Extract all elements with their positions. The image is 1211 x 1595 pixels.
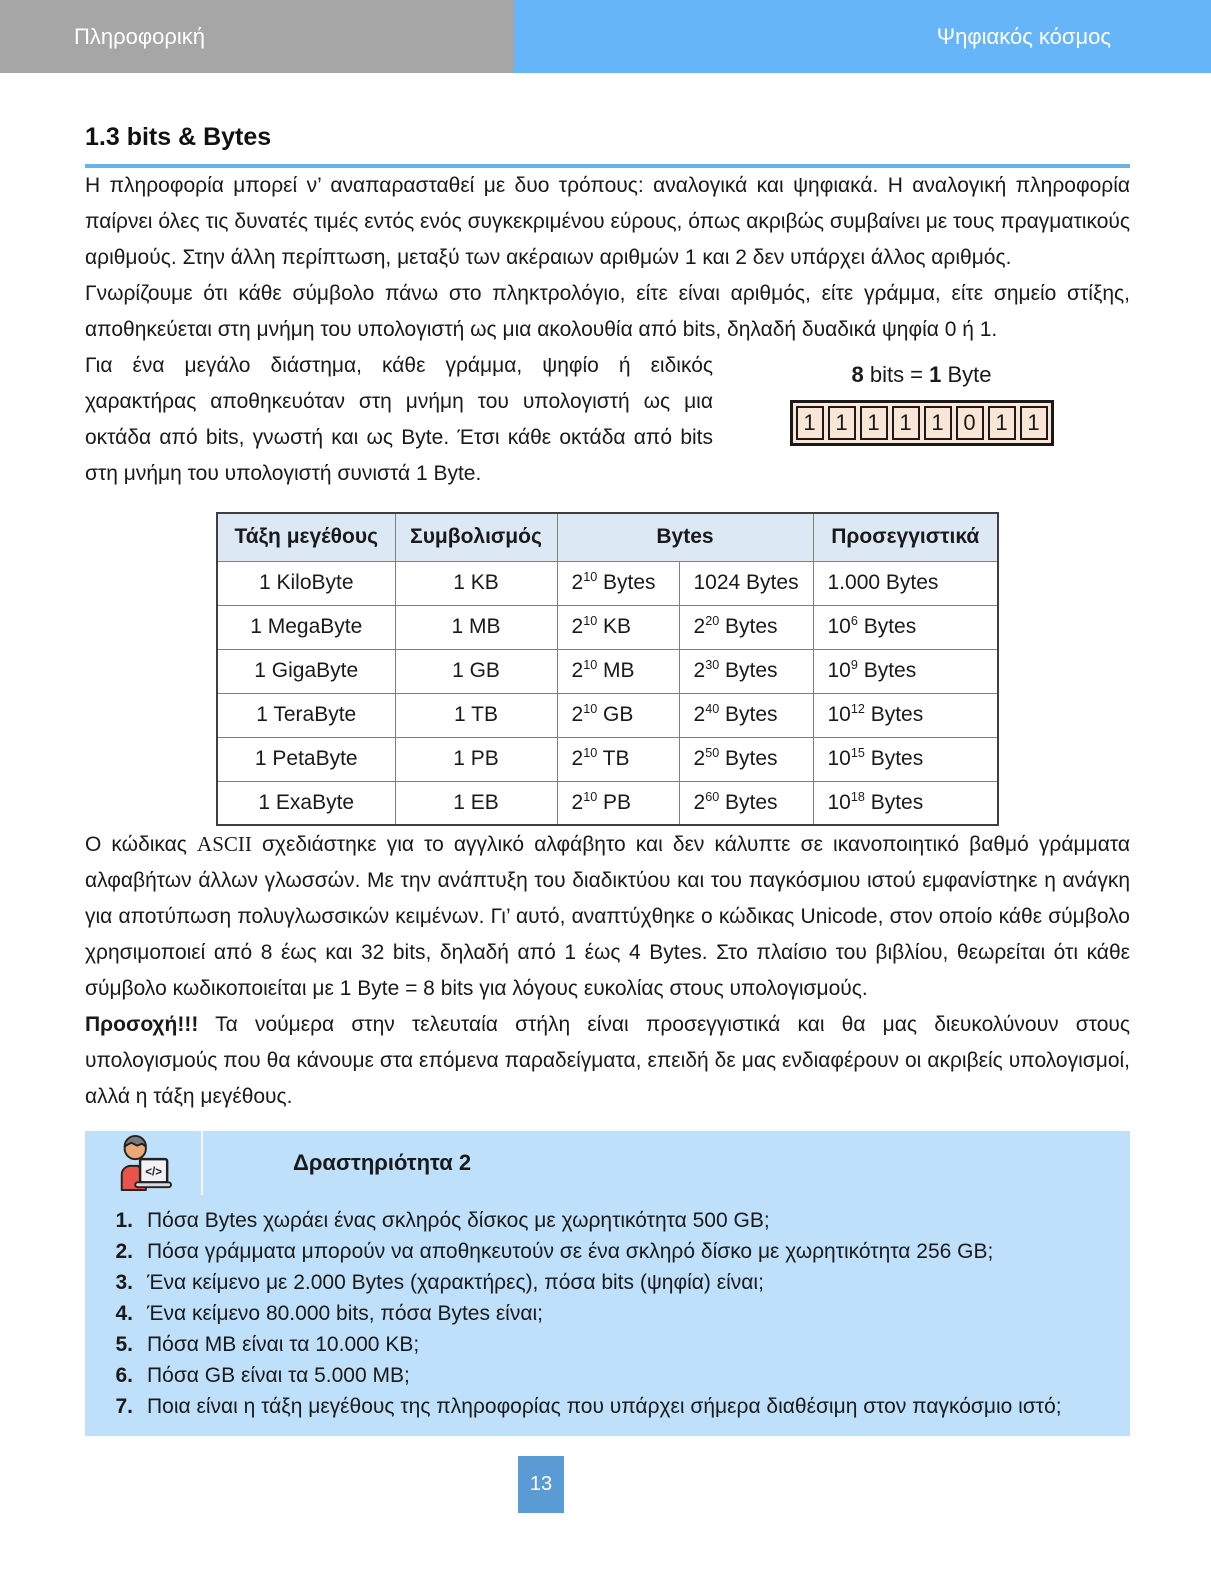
table-header-row <box>217 513 998 561</box>
cell-power: $2^{10}$ KB <box>557 605 679 649</box>
cell-power: $2^{10}$ Bytes <box>557 561 679 605</box>
activity-item <box>85 1236 1130 1267</box>
item-text: Ένα κείμενο με 2.000 Bytes (χαρακτήρες), πόσα bits (ψηφία) είναι; <box>147 1271 764 1294</box>
cell-name: 1 ExaByte <box>217 781 395 825</box>
item-number: 5. <box>115 1333 133 1356</box>
table-row <box>217 605 998 649</box>
activity-item <box>85 1329 1130 1360</box>
paragraph-ascii-unicode <box>85 826 1130 1007</box>
table-row <box>217 561 998 605</box>
cell-name: 1 TeraByte <box>217 693 395 737</box>
activity-item <box>85 1267 1130 1298</box>
bit-cell: 1 <box>892 406 920 440</box>
item-text: Πόσα ΜΒ είναι τα 10.000 ΚΒ; <box>147 1333 420 1356</box>
item-text: Πόσα Bytes χωράει ένας σκληρός δίσκος με χωρητικότητα 500 GB; <box>147 1209 770 1232</box>
cell-approx: $10^{18}$ Bytes <box>813 781 998 825</box>
byte-caption-8: 8 <box>851 362 864 387</box>
col-header-magnitude: Τάξη μεγέθους <box>217 513 395 561</box>
byte-caption-byte: Byte <box>941 362 992 387</box>
byte-caption-1: 1 <box>929 362 942 387</box>
bit-cell: 1 <box>1020 406 1048 440</box>
col-header-approx: Προσεγγιστικά <box>813 513 998 561</box>
activity-header <box>85 1131 1130 1195</box>
ascii-rest: σχεδιάστηκε για το αγγλικό αλφάβητο και δεν κάλυπτε σε ικανοποιητικό βαθμό γράμματα αλφαβήτων άλλων γλωσσών. Με την ανάπτυξη του διαδικτύου και του παγκόσμιου ιστού εμφανίστηκε η ανάγκη για αποτύπωση πολυγλωσσικών κειμένων. Γι’ αυτό, αναπτύχθηκε ο κώδικας Unicode, στον οποίο κάθε σύμβολο χρησιμοποιεί από 8 έως και 32 bits, δηλαδή από 1 έως 4 Bytes. Στο πλαίσιο του βιβλίου, θεωρείται ότι κάθε σύμβολο κωδικοποιείται με 1 Byte = 8 bits για λόγους ευκολίας στους υπολογισμούς. <box>85 833 1130 1000</box>
byte-caption-bits: bits = <box>863 362 930 387</box>
cell-power: $2^{50}$ Bytes <box>679 737 813 781</box>
item-number: 4. <box>115 1302 133 1325</box>
item-number: 7. <box>115 1395 133 1418</box>
byte-diagram <box>713 348 1130 492</box>
cell-power: $2^{10}$ TB <box>557 737 679 781</box>
header-bar-left <box>0 0 514 73</box>
col-header-symbol: Συμβολισμός <box>395 513 557 561</box>
cell-name: 1 MegaByte <box>217 605 395 649</box>
activity-item <box>85 1391 1130 1422</box>
page-title: 1.3 bits & Bytes <box>85 123 1130 168</box>
cell-symbol: 1 GB <box>395 649 557 693</box>
cell-power: 1024 Bytes <box>679 561 813 605</box>
cell-symbol: 1 PB <box>395 737 557 781</box>
activity-item <box>85 1360 1130 1391</box>
item-number: 2. <box>115 1240 133 1263</box>
page-number-badge: 13 <box>518 1456 564 1513</box>
attention-rest: Τα νούμερα στην τελευταία στήλη είναι προσεγγιστικά και θα μας διευκολύνουν στους υπολογισμούς που θα κάνουμε στα επόμενα παραδείγματα, επειδή δε μας ενδιαφέρουν οι ακριβείς υπολογισμοί, αλλά η τάξη μεγέθους. <box>85 1013 1130 1108</box>
paragraph-analog-digital: Η πληροφορία μπορεί ν’ αναπαρασταθεί με δυο τρόπους: αναλογικά και ψηφιακά. Η αναλογική πληροφορία παίρνει όλες τις δυνατές τιμές εντός ενός συγκεκριμένου εύρους, όπως ακριβώς συμβαίνει με τους πραγματικούς αριθμούς. Στην άλλη περίπτωση, μεταξύ των ακέραιων αριθμών 1 και 2 δεν υπάρχει άλλος αριθμός. <box>85 174 1130 269</box>
attention-lead: Προσοχή!!! <box>85 1013 199 1036</box>
bit-cell: 1 <box>924 406 952 440</box>
cell-power: $2^{60}$ Bytes <box>679 781 813 825</box>
cell-approx: 1.000 Bytes <box>813 561 998 605</box>
paragraph-keyboard-bits: Γνωρίζουμε ότι κάθε σύμβολο πάνω στο πληκτρολόγιο, είτε είναι αριθμός, είτε γράμμα, είτε σημείο στίξης, αποθηκεύεται στη μνήμη του υπολογιστή ως μια ακολουθία από bits, δηλαδή δυαδικά ψηφία 0 ή 1. <box>85 282 1130 341</box>
activity-box <box>85 1131 1130 1436</box>
paragraph-attention <box>85 1007 1130 1115</box>
bit-cell: 1 <box>796 406 824 440</box>
cell-approx: $10^6$ Bytes <box>813 605 998 649</box>
cell-approx: $10^9$ Bytes <box>813 649 998 693</box>
table-row <box>217 781 998 825</box>
item-text: Πόσα GB είναι τα 5.000 ΜΒ; <box>147 1364 410 1387</box>
activity-title: Δραστηριότητα 2 <box>293 1150 472 1175</box>
cell-name: 1 KiloByte <box>217 561 395 605</box>
byte-section <box>85 348 1130 492</box>
table-row <box>217 693 998 737</box>
col-header-bytes: Bytes <box>557 513 813 561</box>
item-number: 6. <box>115 1364 133 1387</box>
activity-item <box>85 1298 1130 1329</box>
header-subject-label: Πληροφορική <box>74 23 206 49</box>
header-chapter-label: Ψηφιακός κόσμος <box>936 23 1111 49</box>
svg-text:</>: </> <box>145 1165 163 1179</box>
cell-power: $2^{10}$ PB <box>557 781 679 825</box>
cell-power: $2^{20}$ Bytes <box>679 605 813 649</box>
ascii-word: ASCII <box>197 832 252 856</box>
paragraph-byte-octet: Για ένα μεγάλο διάστημα, κάθε γράμμα, ψηφίο ή ειδικός χαρακτήρας αποθηκευόταν στη μνήμη του υπολογιστή ως μια οκτάδα από bits, γνωστή και ως Byte. Έτσι κάθε οκτάδα από bits στη μνήμη του υπολογιστή συνιστά 1 Byte. <box>85 354 713 485</box>
page-content <box>85 123 1130 1513</box>
item-text: Πόσα γράμματα μπορούν να αποθηκευτούν σε ένα σκληρό δίσκο με χωρητικότητα 256 GB; <box>147 1240 994 1263</box>
cell-approx: $10^{15}$ Bytes <box>813 737 998 781</box>
item-number: 1. <box>115 1209 133 1232</box>
activity-item <box>85 1205 1130 1236</box>
byte-bit-row <box>790 400 1054 446</box>
byte-diagram-caption <box>851 362 991 388</box>
table-row <box>217 737 998 781</box>
item-number: 3. <box>115 1271 133 1294</box>
ascii-pre: Ο κώδικας <box>85 833 198 856</box>
cell-name: 1 GigaByte <box>217 649 395 693</box>
cell-power: $2^{30}$ Bytes <box>679 649 813 693</box>
table-row <box>217 649 998 693</box>
cell-symbol: 1 MB <box>395 605 557 649</box>
bit-cell: 0 <box>956 406 984 440</box>
bit-cell: 1 <box>860 406 888 440</box>
page-header <box>0 0 1211 73</box>
cell-symbol: 1 EB <box>395 781 557 825</box>
activity-icon-cell <box>85 1131 203 1195</box>
cell-power: $2^{40}$ Bytes <box>679 693 813 737</box>
cell-name: 1 PetaByte <box>217 737 395 781</box>
header-bar-right <box>514 0 1211 73</box>
cell-approx: $10^{12}$ Bytes <box>813 693 998 737</box>
item-text: Ένα κείμενο 80.000 bits, πόσα Bytes είναι; <box>147 1302 543 1325</box>
bit-cell: 1 <box>988 406 1016 440</box>
cell-power: $2^{10}$ GB <box>557 693 679 737</box>
activity-question-list <box>85 1205 1130 1422</box>
person-coding-laptop-icon <box>110 1134 176 1192</box>
units-table <box>216 512 999 826</box>
cell-symbol: 1 KB <box>395 561 557 605</box>
bit-cell: 1 <box>828 406 856 440</box>
cell-symbol: 1 TB <box>395 693 557 737</box>
cell-power: $2^{10}$ MB <box>557 649 679 693</box>
item-text: Ποια είναι η τάξη μεγέθους της πληροφορίας που υπάρχει σήμερα διαθέσιμη στον παγκόσμιο ιστό; <box>147 1395 1062 1418</box>
